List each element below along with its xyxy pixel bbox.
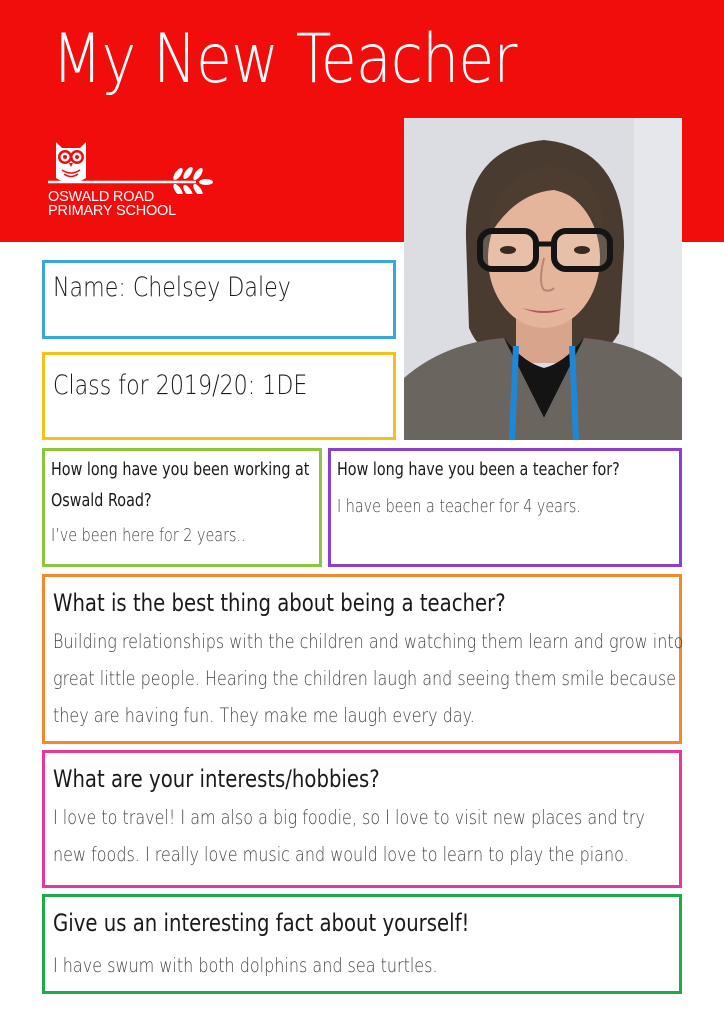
hobbies-box: [42, 750, 682, 888]
page-title: My New Teacher: [52, 20, 517, 99]
school-name-line2: PRIMARY SCHOOL: [48, 203, 177, 219]
teacher-portrait-icon: [404, 118, 682, 440]
best-thing-box: [42, 574, 682, 744]
hobbies-question: What are your interests/hobbies?: [53, 765, 380, 793]
working-box: [42, 448, 322, 567]
name-box: [42, 260, 396, 339]
teacher-answer: I have been a teacher for 4 years.: [337, 497, 581, 517]
best-thing-question: What is the best thing about being a teacher?: [53, 589, 506, 617]
best-thing-answer-line2: great little people. Hearing the children laugh and seeing them smile because: [53, 667, 677, 690]
fact-question: Give us an interesting fact about yourself!: [53, 909, 470, 937]
teacher-name: Name: Chelsey Daley: [53, 272, 291, 303]
best-thing-answer-line3: they are having fun. They make me laugh every day.: [53, 704, 475, 727]
school-name: [48, 190, 176, 218]
hobbies-answer-line2: new foods. I really love music and would love to learn to play the piano.: [53, 843, 629, 866]
teacher-question: How long have you been a teacher for?: [337, 460, 620, 480]
school-name-line1: OSWALD ROAD: [48, 189, 155, 205]
class-label: Class for 2019/20: 1DE: [53, 370, 308, 401]
working-question-line2: Oswald Road?: [51, 491, 152, 511]
teacher-box: [328, 448, 682, 567]
fact-answer: I have swum with both dolphins and sea turtles.: [53, 954, 438, 977]
school-logo: [46, 138, 226, 228]
hobbies-answer-line1: I love to travel! I am also a big foodie, so I love to visit new places and try: [53, 806, 645, 829]
best-thing-answer-line1: Building relationships with the children and watching them learn and grow into: [53, 630, 684, 653]
owl-icon: [46, 138, 226, 194]
working-question-line1: How long have you been working at: [51, 460, 310, 480]
working-answer: I’ve been here for 2 years..: [51, 526, 246, 546]
teacher-photo: [404, 118, 682, 440]
fact-box: [42, 894, 682, 994]
class-box: [42, 352, 396, 440]
